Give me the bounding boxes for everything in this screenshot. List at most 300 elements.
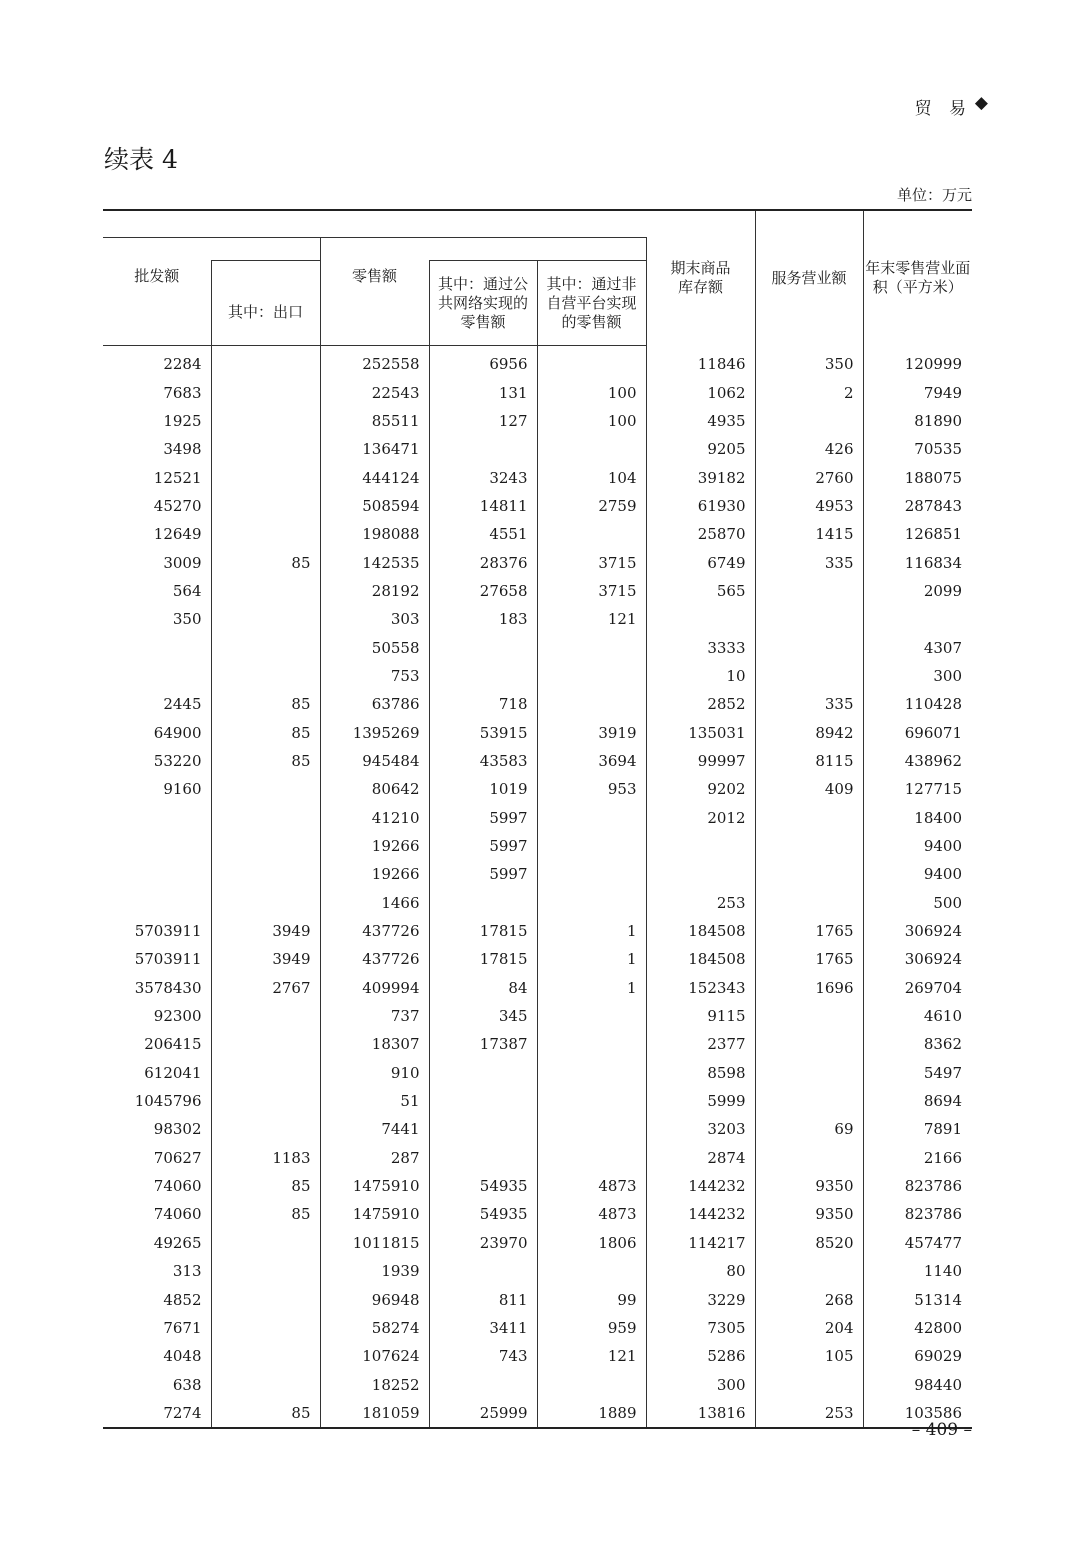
table-cell: 18252 <box>320 1370 429 1398</box>
table-cell: 303 <box>320 605 429 633</box>
unit-label: 单位：万元 <box>896 186 972 204</box>
table-cell: 306924 <box>904 922 962 941</box>
table-cell: 2852 <box>646 690 755 718</box>
table-cell: 3715 <box>537 548 646 576</box>
table-cell: 104 <box>537 463 646 491</box>
table-row <box>103 747 972 775</box>
diamond-icon: ◆ <box>974 93 988 113</box>
table-cell <box>429 1059 537 1087</box>
table-row <box>103 1059 972 1087</box>
table-cell: 287843 <box>904 496 962 515</box>
table-cell: 14811 <box>429 492 537 520</box>
table-cell <box>755 889 863 917</box>
table-cell: 53220 <box>103 747 211 775</box>
table-cell: 743 <box>429 1342 537 1370</box>
table-cell <box>211 1370 320 1398</box>
table-cell: 41210 <box>320 804 429 832</box>
table-cell: 7305 <box>646 1314 755 1342</box>
table-cell <box>211 832 320 860</box>
table-cell <box>211 1059 320 1087</box>
table-cell: 98302 <box>103 1115 211 1143</box>
table-cell: 6956 <box>429 346 537 379</box>
table-cell: 508594 <box>320 492 429 520</box>
table-cell: 100 <box>537 407 646 435</box>
table-cell: 70627 <box>103 1144 211 1172</box>
table-cell: 9202 <box>646 775 755 803</box>
table-cell: 737 <box>320 1002 429 1030</box>
table-cell <box>211 605 320 633</box>
table-cell <box>211 1229 320 1257</box>
table-cell: 28192 <box>320 577 429 605</box>
table-cell: 350 <box>755 346 863 379</box>
table-cell: 18400 <box>914 808 962 827</box>
table-row <box>103 435 972 463</box>
table-cell: 49265 <box>103 1229 211 1257</box>
table-cell: 184508 <box>646 945 755 973</box>
table-cell: 9400 <box>923 865 962 884</box>
table-row <box>103 1314 972 1342</box>
table-row <box>103 775 972 803</box>
table-cell <box>211 860 320 888</box>
table-cell: 2012 <box>646 804 755 832</box>
table-cell: 457477 <box>904 1233 962 1252</box>
running-header <box>914 93 988 119</box>
table-cell <box>211 378 320 406</box>
table-cell: 103586 <box>863 1399 972 1428</box>
col-header-inventory: 期末商品库存额 <box>646 210 755 346</box>
table-cell: 64900 <box>103 718 211 746</box>
table-cell <box>103 633 211 661</box>
table-cell: 43583 <box>429 747 537 775</box>
table-cell <box>537 1370 646 1398</box>
table-cell: 152343 <box>646 974 755 1002</box>
table-cell <box>755 1370 863 1398</box>
table-cell: 718 <box>429 690 537 718</box>
table-cell <box>211 1257 320 1285</box>
table-cell: 25999 <box>429 1399 537 1428</box>
table-cell: 1019 <box>429 775 537 803</box>
table-cell: 121 <box>537 1342 646 1370</box>
table-cell: 19266 <box>320 832 429 860</box>
table-cell <box>211 346 320 379</box>
table-cell: 63786 <box>320 690 429 718</box>
table-row <box>103 407 972 435</box>
table-cell <box>646 605 755 633</box>
table-cell <box>211 435 320 463</box>
table-cell: 9115 <box>646 1002 755 1030</box>
table-cell: 3949 <box>211 917 320 945</box>
table-cell: 61930 <box>646 492 755 520</box>
table-row <box>103 1144 972 1172</box>
table-row <box>103 463 972 491</box>
table-cell <box>211 1115 320 1143</box>
table-cell: 2377 <box>646 1030 755 1058</box>
table-cell: 126851 <box>904 525 962 544</box>
table-cell: 5703911 <box>103 917 211 945</box>
col-header-retail: 零售额 <box>320 261 429 346</box>
table-cell <box>211 1285 320 1313</box>
table-cell: 8115 <box>755 747 863 775</box>
table-cell: 811 <box>429 1285 537 1313</box>
table-cell: 335 <box>755 548 863 576</box>
table-cell: 4935 <box>646 407 755 435</box>
table-cell <box>211 492 320 520</box>
table-cell: 4953 <box>755 492 863 520</box>
table-cell: 1011815 <box>320 1229 429 1257</box>
table-row <box>103 577 972 605</box>
table-row <box>103 1200 972 1228</box>
table-cell <box>211 520 320 548</box>
table-row <box>103 1342 972 1370</box>
table-cell: 51 <box>320 1087 429 1115</box>
table-cell: 5703911 <box>103 945 211 973</box>
table-cell: 127 <box>429 407 537 435</box>
table-cell: 114217 <box>646 1229 755 1257</box>
table-cell <box>755 1087 863 1115</box>
table-cell: 3694 <box>537 747 646 775</box>
table-cell: 4873 <box>537 1172 646 1200</box>
table-cell <box>537 860 646 888</box>
table-cell <box>755 1002 863 1030</box>
table-cell: 945484 <box>320 747 429 775</box>
table-row <box>103 1370 972 1398</box>
table-row <box>103 1229 972 1257</box>
table-cell: 85 <box>211 690 320 718</box>
col-header-online-self: 其中：通过非自营平台实现的零售额 <box>537 261 646 346</box>
col-header-service: 服务营业额 <box>755 210 863 346</box>
table-cell: 287 <box>320 1144 429 1172</box>
table-cell: 188075 <box>904 468 962 487</box>
table-cell: 54935 <box>429 1172 537 1200</box>
table-cell <box>537 435 646 463</box>
table-cell <box>537 1059 646 1087</box>
table-cell: 99997 <box>646 747 755 775</box>
table-cell: 1415 <box>755 520 863 548</box>
table-body <box>103 346 972 1429</box>
table-cell <box>755 804 863 832</box>
table-cell <box>863 605 972 633</box>
table-cell: 5997 <box>429 860 537 888</box>
table-cell: 437726 <box>320 917 429 945</box>
table-cell: 136471 <box>320 435 429 463</box>
table-cell <box>755 832 863 860</box>
table-cell: 2759 <box>537 492 646 520</box>
table-cell: 81890 <box>914 411 962 430</box>
table-cell: 42800 <box>914 1318 962 1337</box>
table-cell: 8520 <box>755 1229 863 1257</box>
table-cell: 1475910 <box>320 1200 429 1228</box>
table-cell: 99 <box>537 1285 646 1313</box>
table-cell: 253 <box>755 1399 863 1428</box>
table-cell: 7891 <box>923 1120 962 1139</box>
table-cell <box>211 577 320 605</box>
table-cell: 2767 <box>211 974 320 1002</box>
table-cell: 8694 <box>923 1092 962 1111</box>
table-row <box>103 1087 972 1115</box>
table-cell: 409 <box>755 775 863 803</box>
table-cell: 27658 <box>429 577 537 605</box>
table-cell <box>755 1030 863 1058</box>
table-row <box>103 690 972 718</box>
table-cell: 85 <box>211 1200 320 1228</box>
table-cell: 80 <box>646 1257 755 1285</box>
data-table <box>103 209 972 1429</box>
table-cell <box>755 1059 863 1087</box>
table-cell: 252558 <box>320 346 429 379</box>
table-row <box>103 1399 972 1428</box>
table-cell: 50558 <box>320 633 429 661</box>
table-cell: 5497 <box>923 1063 962 1082</box>
table-cell: 184508 <box>646 917 755 945</box>
page-number: – 409 – <box>911 1420 972 1440</box>
table-cell: 345 <box>429 1002 537 1030</box>
col-header-export: 其中：出口 <box>211 261 320 346</box>
table-cell: 9205 <box>646 435 755 463</box>
table-cell: 696071 <box>904 723 962 742</box>
table-cell: 100 <box>537 378 646 406</box>
table-cell: 409994 <box>320 974 429 1002</box>
table-cell: 300 <box>646 1370 755 1398</box>
table-cell: 92300 <box>103 1002 211 1030</box>
table-cell: 127715 <box>904 780 962 799</box>
table-cell: 1806 <box>537 1229 646 1257</box>
table-cell: 85 <box>211 747 320 775</box>
table-cell: 959 <box>537 1314 646 1342</box>
table-cell: 7671 <box>103 1314 211 1342</box>
table-row <box>103 1030 972 1058</box>
table-cell <box>211 662 320 690</box>
table-cell: 313 <box>103 1257 211 1285</box>
col-header-wholesale: 批发额 <box>103 261 211 346</box>
table-cell: 3715 <box>537 577 646 605</box>
table-cell: 823786 <box>904 1177 962 1196</box>
table-cell: 1765 <box>755 917 863 945</box>
table-cell: 131 <box>429 378 537 406</box>
table-cell: 7274 <box>103 1399 211 1428</box>
table-cell <box>755 633 863 661</box>
table-cell: 565 <box>646 577 755 605</box>
table-cell: 69 <box>755 1115 863 1143</box>
table-cell: 2284 <box>103 346 211 379</box>
table-cell <box>211 889 320 917</box>
table-cell: 444124 <box>320 463 429 491</box>
table-cell: 1475910 <box>320 1172 429 1200</box>
table-cell: 11846 <box>646 346 755 379</box>
table-cell: 1889 <box>537 1399 646 1428</box>
table-cell <box>755 662 863 690</box>
table-cell <box>755 1144 863 1172</box>
table-cell: 107624 <box>320 1342 429 1370</box>
table-cell: 19266 <box>320 860 429 888</box>
table-row <box>103 520 972 548</box>
table-cell: 8598 <box>646 1059 755 1087</box>
table-cell: 1696 <box>755 974 863 1002</box>
table-cell: 3333 <box>646 633 755 661</box>
table-cell <box>211 407 320 435</box>
table-cell <box>103 889 211 917</box>
table-cell: 85 <box>211 718 320 746</box>
table-cell: 2874 <box>646 1144 755 1172</box>
table-cell: 300 <box>933 666 962 685</box>
table-cell: 7949 <box>923 383 962 402</box>
table-cell: 1 <box>537 917 646 945</box>
table-cell: 5999 <box>646 1087 755 1115</box>
table-cell: 9350 <box>755 1172 863 1200</box>
table-cell: 54935 <box>429 1200 537 1228</box>
table-cell: 335 <box>755 690 863 718</box>
table-row <box>103 804 972 832</box>
table-cell <box>103 804 211 832</box>
table-row <box>103 860 972 888</box>
table-cell: 910 <box>320 1059 429 1087</box>
table-cell: 22543 <box>320 378 429 406</box>
table-cell: 8362 <box>923 1035 962 1054</box>
table-cell: 1 <box>537 945 646 973</box>
table-cell: 17387 <box>429 1030 537 1058</box>
table-row <box>103 832 972 860</box>
table-cell: 51314 <box>914 1290 962 1309</box>
table-cell: 181059 <box>320 1399 429 1428</box>
table-cell <box>429 662 537 690</box>
table-cell <box>537 662 646 690</box>
table-cell: 1939 <box>320 1257 429 1285</box>
table-cell <box>537 690 646 718</box>
table-cell: 4610 <box>923 1007 962 1026</box>
table-cell: 144232 <box>646 1200 755 1228</box>
table-cell <box>103 662 211 690</box>
table-cell <box>537 1002 646 1030</box>
table-row <box>103 889 972 917</box>
table-cell <box>211 804 320 832</box>
table-cell <box>429 1087 537 1115</box>
table-cell <box>755 1257 863 1285</box>
table-cell: 53915 <box>429 718 537 746</box>
table-cell: 5997 <box>429 832 537 860</box>
table-row <box>103 917 972 945</box>
table-cell: 5286 <box>646 1342 755 1370</box>
table-cell <box>429 633 537 661</box>
table-cell: 3578430 <box>103 974 211 1002</box>
table-cell <box>537 804 646 832</box>
table-row <box>103 662 972 690</box>
table-cell: 105 <box>755 1342 863 1370</box>
table-cell: 823786 <box>904 1205 962 1224</box>
table-cell: 3498 <box>103 435 211 463</box>
table-cell <box>537 520 646 548</box>
table-cell: 98440 <box>914 1375 962 1394</box>
table-cell <box>755 860 863 888</box>
table-row <box>103 974 972 1002</box>
table-cell: 612041 <box>103 1059 211 1087</box>
table-cell: 12649 <box>103 520 211 548</box>
table-cell: 4873 <box>537 1200 646 1228</box>
table-cell: 23970 <box>429 1229 537 1257</box>
table-cell: 638 <box>103 1370 211 1398</box>
table-cell <box>211 1314 320 1342</box>
table-cell: 6749 <box>646 548 755 576</box>
table-cell: 3919 <box>537 718 646 746</box>
table-cell: 4048 <box>103 1342 211 1370</box>
table-cell: 10 <box>646 662 755 690</box>
table-cell <box>103 832 211 860</box>
table-cell: 1 <box>537 974 646 1002</box>
table-row <box>103 378 972 406</box>
table-cell: 74060 <box>103 1200 211 1228</box>
table-cell: 4852 <box>103 1285 211 1313</box>
table-cell <box>429 1370 537 1398</box>
table-cell: 58274 <box>320 1314 429 1342</box>
table-cell <box>429 435 537 463</box>
table-cell: 85 <box>211 1399 320 1428</box>
table-cell: 84 <box>429 974 537 1002</box>
table-cell <box>755 577 863 605</box>
table-cell: 3411 <box>429 1314 537 1342</box>
table-cell: 1395269 <box>320 718 429 746</box>
table-cell: 80642 <box>320 775 429 803</box>
col-header-retail-area: 年末零售营业面积（平方米） <box>863 210 972 346</box>
table-row <box>103 1172 972 1200</box>
table-cell <box>211 633 320 661</box>
table-cell: 25870 <box>646 520 755 548</box>
table-cell: 753 <box>320 662 429 690</box>
table-cell <box>211 1030 320 1058</box>
table-cell <box>429 889 537 917</box>
table-cell <box>755 605 863 633</box>
table-row <box>103 633 972 661</box>
table-cell: 9160 <box>103 775 211 803</box>
table-cell: 1140 <box>923 1262 962 1281</box>
col-header-online-public: 其中：通过公共网络实现的零售额 <box>429 261 537 346</box>
section-label: 贸 易 <box>914 99 972 119</box>
table-cell: 96948 <box>320 1285 429 1313</box>
table-cell: 268 <box>755 1285 863 1313</box>
table-cell: 9350 <box>755 1200 863 1228</box>
table-row <box>103 1285 972 1313</box>
table-cell: 18307 <box>320 1030 429 1058</box>
table-row <box>103 492 972 520</box>
table-cell: 2 <box>755 378 863 406</box>
table-row <box>103 1002 972 1030</box>
table-cell <box>537 1144 646 1172</box>
table-cell: 1925 <box>103 407 211 435</box>
table-cell: 3009 <box>103 548 211 576</box>
table-cell <box>537 832 646 860</box>
table-cell: 135031 <box>646 718 755 746</box>
table-cell: 4307 <box>923 638 962 657</box>
table-cell <box>211 1342 320 1370</box>
table-cell: 120999 <box>904 354 962 373</box>
table-cell: 4551 <box>429 520 537 548</box>
table-cell: 17815 <box>429 945 537 973</box>
table-cell: 70535 <box>914 440 962 459</box>
table-cell <box>537 633 646 661</box>
table-cell: 17815 <box>429 917 537 945</box>
table-cell: 69029 <box>914 1347 962 1366</box>
table-cell: 1765 <box>755 945 863 973</box>
table-cell: 8942 <box>755 718 863 746</box>
table-cell: 350 <box>103 605 211 633</box>
table-cell <box>755 407 863 435</box>
table-cell: 198088 <box>320 520 429 548</box>
table-cell <box>429 1144 537 1172</box>
table-cell <box>537 1257 646 1285</box>
table-row <box>103 718 972 746</box>
table-cell: 500 <box>933 893 962 912</box>
table-cell: 45270 <box>103 492 211 520</box>
table-cell: 3203 <box>646 1115 755 1143</box>
table-cell: 438962 <box>904 751 962 770</box>
table-cell: 1183 <box>211 1144 320 1172</box>
